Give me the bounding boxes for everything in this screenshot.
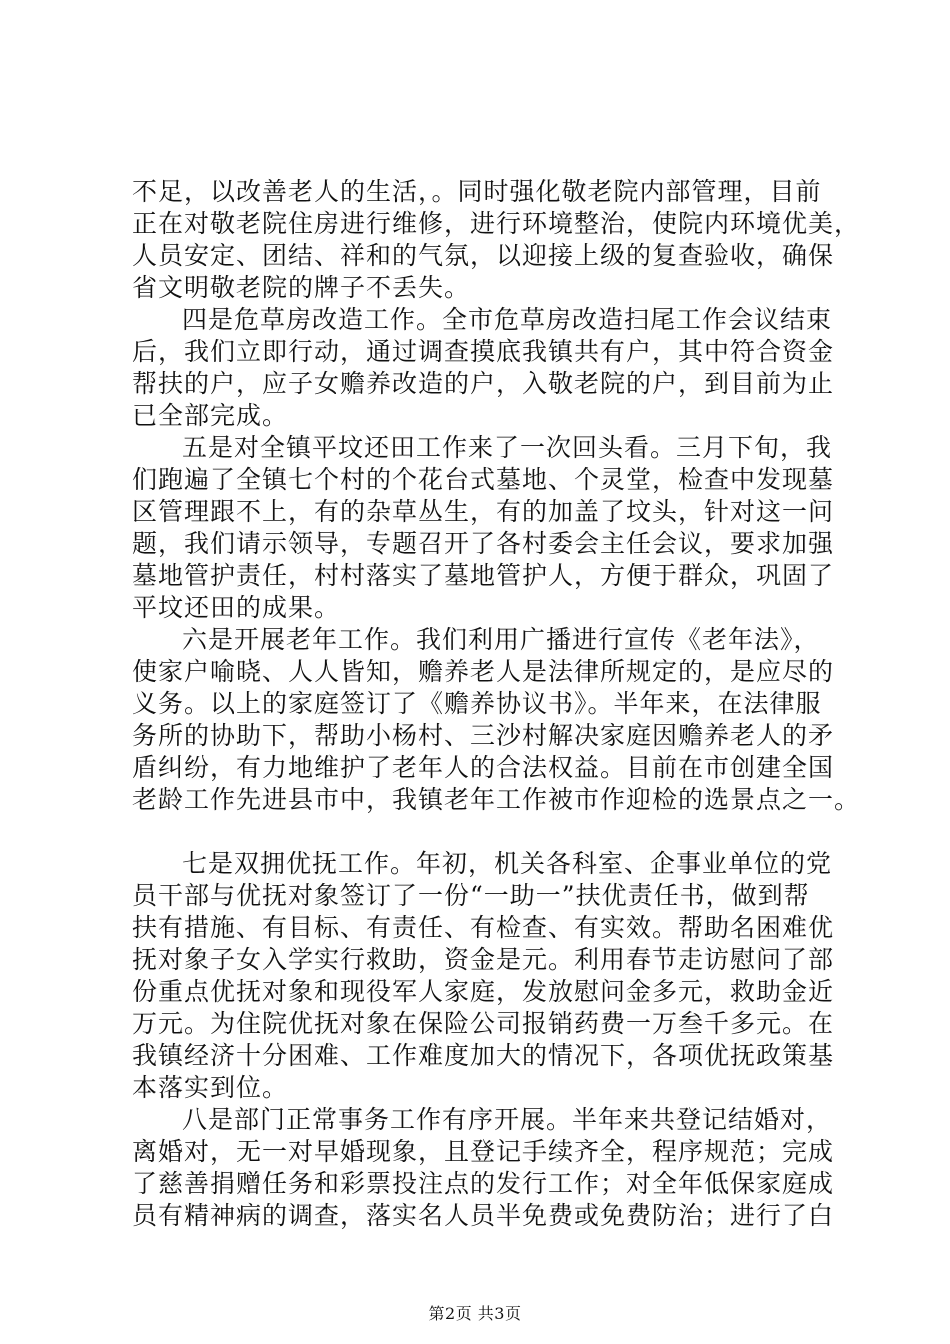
text-line: 区管理跟不上，有的杂草丛生，有的加盖了坟头，针对这一问 [132,497,835,526]
text-line: 了慈善捐赠任务和彩票投注点的发行工作；对全年低保家庭成 [132,1169,835,1198]
text-line: 人员安定、团结、祥和的气氛，以迎接上级的复查验收，确保 [132,241,835,270]
paragraph-start: 七是双拥优抚工作。年初，机关各科室、企事业单位的党 [182,849,833,878]
text-line: 员干部与优抚对象签订了一份“一助一”扶优责任书，做到帮 [132,881,810,910]
text-line: 题，我们请示领导，专题召开了各村委会主任会议，要求加强 [132,529,835,558]
text-line: 老龄工作先进县市中，我镇老年工作被市作迎检的选景点之一。 [132,785,861,814]
paragraph-start: 六是开展老年工作。我们利用广播进行宣传《老年法》， [182,625,820,654]
text-line: 万元。为住院优抚对象在保险公司报销药费一万叁千多元。在 [132,1009,835,1038]
text-line: 不足，以改善老人的生活，。同时强化敬老院内部管理，目前 [132,177,822,206]
text-line: 份重点优抚对象和现役军人家庭，发放慰问金多元，救助金近 [132,977,835,1006]
text-line: 使家户喻晓、人人皆知，赡养老人是法律所规定的，是应尽的 [132,657,835,686]
text-line: 员有精神病的调查，落实名人员半免费或免费防治；进行了白 [132,1201,835,1230]
text-line: 离婚对，无一对早婚现象，且登记手续齐全，程序规范；完成 [132,1137,835,1166]
text-line: 务所的协助下，帮助小杨村、三沙村解决家庭因赡养老人的矛 [132,721,835,750]
text-line: 平坟还田的成果。 [132,593,341,622]
text-line: 扶有措施、有目标、有责任、有检查、有实效。帮助名困难优 [132,913,835,942]
text-line: 抚对象子女入学实行救助，资金是元。利用春节走访慰问了部 [132,945,835,974]
text-line: 后，我们立即行动，通过调查摸底我镇共有户，其中符合资金 [132,337,835,366]
text-line: 我镇经济十分困难、工作难度加大的情况下，各项优抚政策基 [132,1041,835,1070]
text-line: 墓地管护责任，村村落实了墓地管护人，方便于群众，巩固了 [132,561,835,590]
text-line: 已全部完成。 [132,401,289,430]
paragraph-start: 五是对全镇平坟还田工作来了一次回头看。三月下旬，我 [182,433,833,462]
text-line: 省文明敬老院的牌子不丢失。 [132,273,471,302]
text-line: 盾纠纷，有力地维护了老年人的合法权益。目前在市创建全国 [132,753,835,782]
paragraph-start: 八是部门正常事务工作有序开展。半年来共登记结婚对， [182,1105,833,1134]
text-line: 正在对敬老院住房进行维修，进行环境整治，使院内环境优美， [132,209,861,238]
text-line: 帮扶的户，应子女赡养改造的户，入敬老院的户，到目前为止 [132,369,835,398]
paragraph-start: 四是危草房改造工作。全市危草房改造扫尾工作会议结束 [182,305,833,334]
text-line: 义务。以上的家庭签订了《赡养协议书》。半年来，在法律服 [132,689,822,718]
text-line: 们跑遍了全镇七个村的个花台式墓地、个灵堂，检查中发现墓 [132,465,835,494]
page-number-footer: 第2页 共3页 [428,1304,522,1323]
text-line: 本落实到位。 [132,1073,289,1102]
